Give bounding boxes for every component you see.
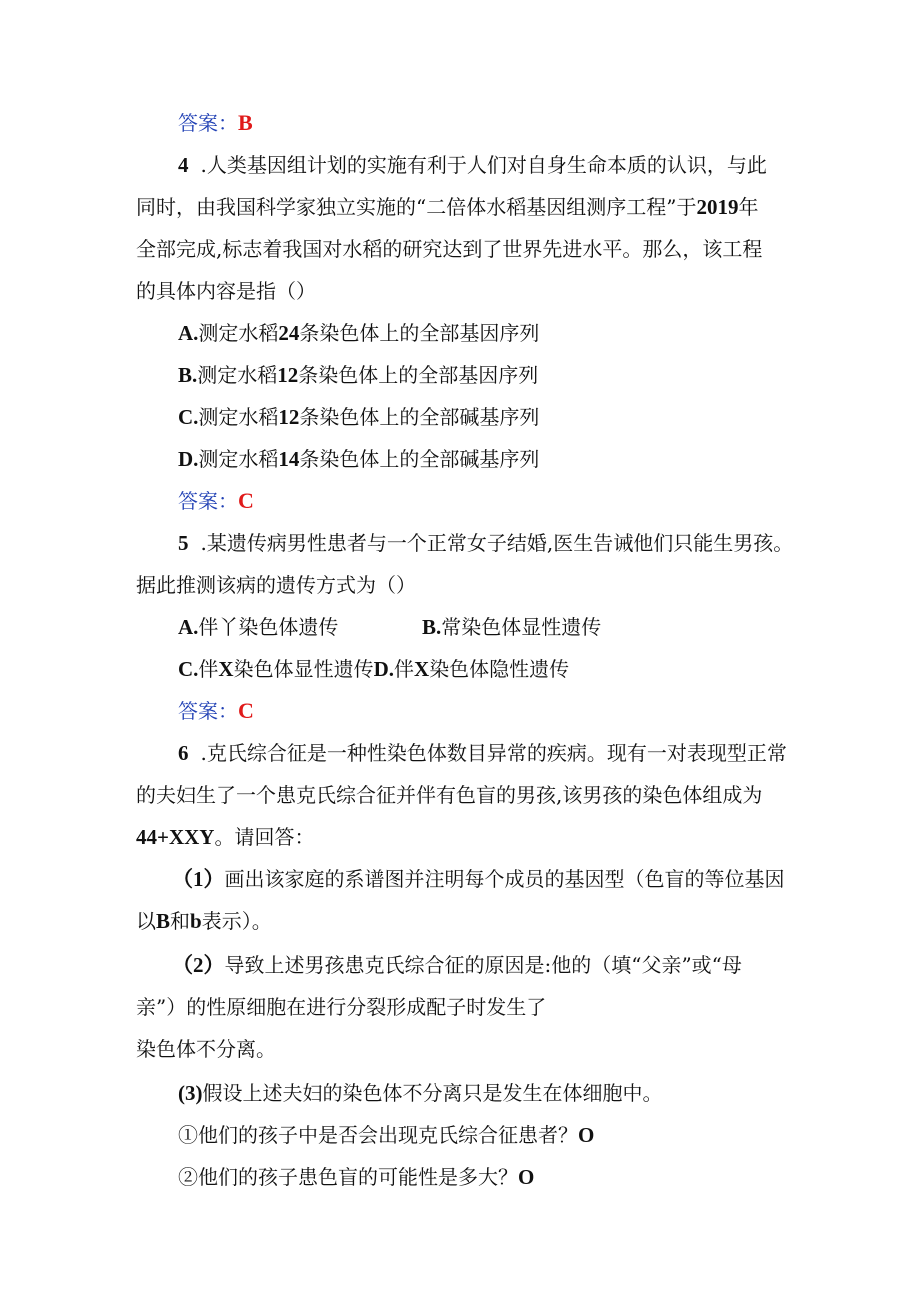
part-text: 表示）。 [201,909,272,933]
part-text: 亲”）的性原细胞在进行分裂形成配子时发生了 [136,995,547,1019]
part-text: 画出该家庭的系谱图并注明每个成员的基因型（色盲的等位基因 [224,867,785,891]
option-text: 伴 [394,657,415,681]
option-c-d-5 [178,656,569,682]
option-a-5 [178,614,338,640]
option-letter: C. [178,405,199,429]
question-number: 5 [178,531,189,555]
answer-value: C [238,488,254,513]
karyotype-formula: 44+XXY [136,825,215,849]
question-6-line-1 [178,740,787,766]
question-4-line-1 [178,152,767,178]
question-number: 6 [178,741,189,765]
part-3-line-1 [178,1080,663,1106]
part-2-line-2 [136,994,546,1020]
option-text: 测定水稻 [198,447,279,471]
question-text: 同时，由我国科学家独立实施的“二倍体水稻基因组测序工程”于 [136,195,697,219]
part-text: 染色体不分离。 [136,1037,276,1061]
question-text: 的夫妇生了一个患克氏综合征并伴有色盲的男孩,该男孩的染色体组成为 [136,783,763,807]
year: 2019 [696,195,739,219]
answer-line-q3 [178,110,253,136]
question-text: .克氏综合征是一种性染色体数目异常的疾病。现有一对表现型正常 [200,741,787,765]
part-text: 和 [170,909,191,933]
part-2-line-1 [172,952,742,978]
question-6-line-3 [136,824,314,850]
part-1-line-2 [136,908,272,934]
option-text: 条染色体上的全部基因序列 [298,363,539,387]
answer-label: 答案： [178,699,238,723]
question-text: 全部完成,标志着我国对水稻的研究达到了世界先进水平。那么，该工程 [136,237,763,261]
question-text: 年 [738,195,759,219]
part-text: ①他们的孩子中是否会出现克氏综合征患者？ [178,1123,578,1147]
option-number: 24 [278,321,300,345]
question-text: .某遗传病男性患者与一个正常女子结婚,医生告诫他们只能生男孩。 [200,531,794,555]
question-text: .人类基因组计划的实施有利于人们对自身生命本质的认识，与此 [200,153,767,177]
option-d [178,446,539,472]
blank-mark: O [518,1165,535,1189]
option-text: 条染色体上的全部碱基序列 [299,447,540,471]
question-5-line-1 [178,530,793,556]
chromosome-x: X [218,657,234,681]
allele-B: B [156,909,171,933]
option-b-5 [422,614,601,640]
question-4-line-4 [136,278,316,304]
answer-line-q5 [178,698,254,724]
part-text: ②他们的孩子患色盲的可能性是多大？ [178,1165,518,1189]
option-text: 伴丫染色体遗传 [198,615,339,639]
answer-value: C [238,698,254,723]
option-text: 测定水稻 [198,321,279,345]
option-letter: A. [178,615,199,639]
option-number: 12 [277,363,299,387]
option-text: 测定水稻 [197,363,278,387]
option-letter: A. [178,321,199,345]
allele-b: b [190,909,202,933]
answer-label: 答案： [178,111,238,135]
part-text: 导致上述男孩患克氏综合征的原因是:他的（填“父亲”或“母 [224,953,742,977]
part-text: 以 [136,909,156,933]
option-text: 常染色体显性遗传 [441,615,602,639]
part-text: 假设上述夫妇的染色体不分离只是发生在体细胞中。 [202,1081,663,1105]
part-1-line-1 [172,866,785,892]
option-text: 染色体隐性遗传 [429,657,570,681]
answer-line-q4 [178,488,254,514]
option-letter: C. [178,657,199,681]
option-letter: D. [373,657,395,681]
question-text: 据此推测该病的遗传方式为（） [136,573,416,597]
question-number: 4 [178,153,189,177]
question-4-line-3 [136,236,762,262]
option-b [178,362,538,388]
option-c [178,404,539,430]
option-text: 染色体显性遗传 [233,657,374,681]
option-text: 条染色体上的全部碱基序列 [299,405,540,429]
part-2-line-3 [136,1036,276,1062]
part-number: （2） [172,953,225,977]
chromosome-x: X [414,657,430,681]
option-text: 测定水稻 [198,405,279,429]
option-letter: D. [178,447,199,471]
option-number: 12 [278,405,300,429]
option-letter: B. [422,615,442,639]
answer-value: B [238,110,253,135]
part-3-question-2 [178,1164,534,1190]
part-3-question-1 [178,1122,594,1148]
option-number: 14 [278,447,300,471]
part-number: (3) [178,1081,203,1105]
question-text: 的具体内容是指（） [136,279,316,303]
option-text: 伴 [198,657,219,681]
option-a [178,320,539,346]
question-4-line-2 [136,194,758,220]
question-text: 。请回答： [214,825,315,849]
part-number: （1） [172,867,225,891]
question-6-line-2 [136,782,762,808]
answer-label: 答案： [178,489,238,513]
option-text: 条染色体上的全部基因序列 [299,321,540,345]
option-letter: B. [178,363,198,387]
question-5-line-2 [136,572,416,598]
blank-mark: O [578,1123,595,1147]
